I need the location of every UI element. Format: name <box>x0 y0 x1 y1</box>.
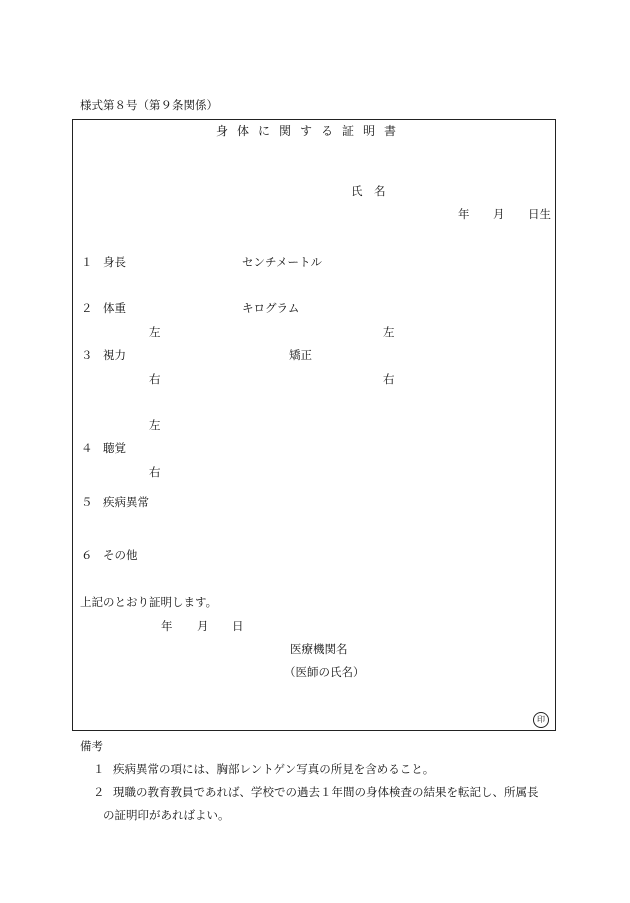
hearing-label: 聴覚 <box>103 441 126 455</box>
doctor-name-label: （医師の氏名） <box>284 665 365 679</box>
item-number-vision: ３ <box>81 348 93 362</box>
certificate-form <box>72 119 556 731</box>
birth-year-label: 年 <box>458 207 470 221</box>
note-2-line-1: 現職の教育教員であれば、学校での過去１年間の身体検査の結果を転記し、所属長 <box>113 785 539 799</box>
notes-heading: 備考 <box>80 739 103 753</box>
certificate-title: 身体に関する証明書 <box>216 124 406 138</box>
vision-left-label: 左 <box>149 325 161 339</box>
birth-day-label: 日生 <box>528 207 551 221</box>
date-day-label: 日 <box>232 619 244 633</box>
birth-month-label: 月 <box>493 207 505 221</box>
date-year-label: 年 <box>161 619 173 633</box>
weight-unit: キログラム <box>242 301 300 315</box>
weight-label: 体重 <box>103 301 126 315</box>
form-number: 様式第８号（第９条関係） <box>80 98 218 112</box>
hearing-left-label: 左 <box>149 418 161 432</box>
other-label: その他 <box>103 548 138 562</box>
height-label: 身長 <box>103 255 126 269</box>
vision-corrected-left-label: 左 <box>383 325 395 339</box>
item-number-other: ６ <box>81 548 93 562</box>
vision-corrected-right-label: 右 <box>383 372 395 386</box>
vision-corrected-label: 矯正 <box>289 348 312 362</box>
height-unit: センチメートル <box>242 255 323 269</box>
vision-label: 視力 <box>103 348 126 362</box>
note-1: 疾病異常の項には、胸部レントゲン写真の所見を含めること。 <box>113 762 435 776</box>
note-2-number: ２ <box>93 785 105 799</box>
note-1-number: １ <box>93 762 105 776</box>
certify-statement: 上記のとおり証明します。 <box>80 595 218 609</box>
note-2-line-2: の証明印があればよい。 <box>103 808 230 822</box>
vision-right-label: 右 <box>149 372 161 386</box>
name-label: 氏 名 <box>351 184 386 198</box>
disease-label: 疾病異常 <box>103 495 149 509</box>
item-number-height: １ <box>81 255 93 269</box>
item-number-disease: ５ <box>81 495 93 509</box>
item-number-weight: ２ <box>81 301 93 315</box>
date-month-label: 月 <box>197 619 209 633</box>
institution-label: 医療機関名 <box>290 642 348 656</box>
hearing-right-label: 右 <box>149 465 161 479</box>
seal-mark: 印 <box>533 712 549 728</box>
item-number-hearing: ４ <box>81 441 93 455</box>
